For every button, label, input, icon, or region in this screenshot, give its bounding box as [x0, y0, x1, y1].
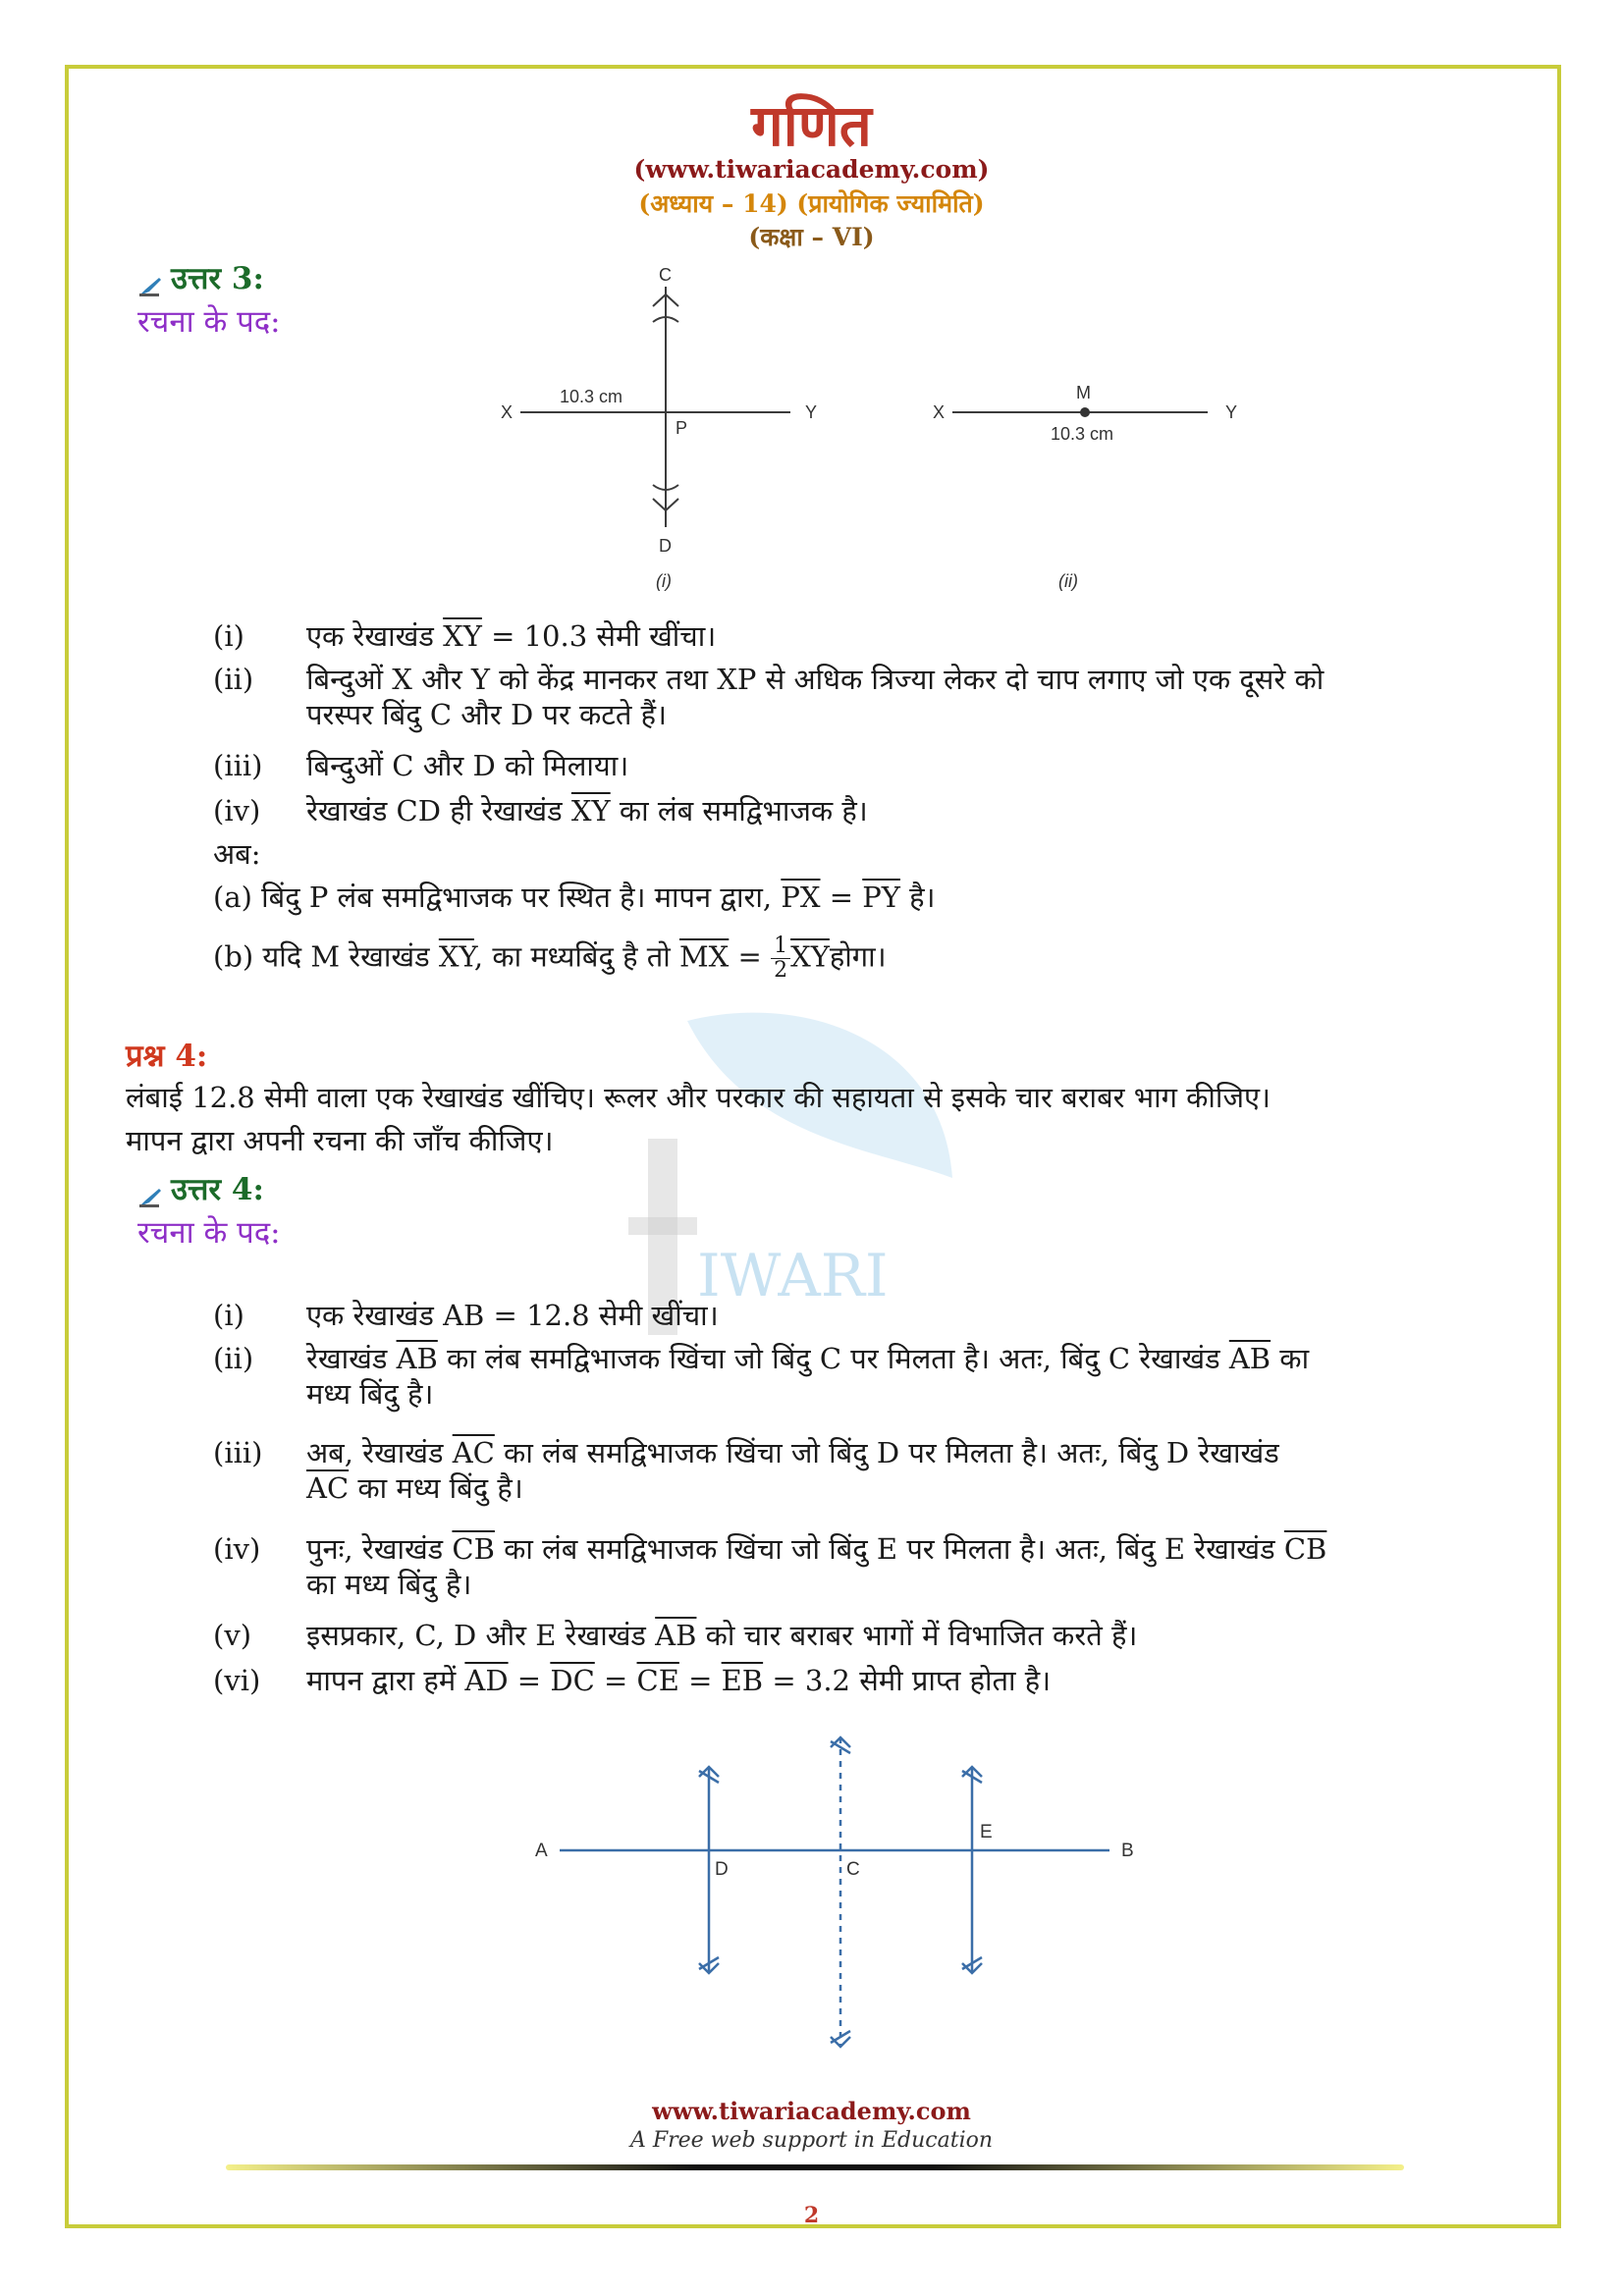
fig3ii-label-Y: Y [1225, 402, 1238, 422]
header-site: (www.tiwariacademy.com) [633, 155, 990, 184]
fig3ii-label-X: X [933, 402, 946, 422]
a3-part-b: (b) यदि M रेखाखंड $\overline{XY}$, का मध्यबिंदु है तो $\overline{MX}$ = $\frac{1}{2}$ $\overline{XY}होगा।$ [213, 934, 887, 983]
answer4-heading: उत्तर 4: [137, 1168, 264, 1209]
page-number: 2 [803, 2203, 820, 2228]
fig3-label-P: P [676, 418, 688, 438]
pen-icon [137, 1181, 163, 1202]
question4-line1: लंबाई 12.8 सेमी वाला एक रेखाखंड खींचिए। रूलर और परकार की सहायता से इसके चार बराबर भाग कीजिए। [126, 1081, 1271, 1114]
fig3i-caption: (i) [656, 571, 672, 591]
fig3-label-C: C [659, 265, 672, 285]
question4-line2: मापन द्वारा अपनी रचना की जाँच कीजिए। [126, 1124, 554, 1157]
question4-heading: प्रश्न 4: [126, 1039, 208, 1074]
fig4-label-A: A [535, 1841, 548, 1861]
fig4-label-B: B [1121, 1841, 1134, 1861]
fig3ii-caption: (ii) [1058, 571, 1078, 591]
fig3ii-label-length: 10.3 cm [1051, 424, 1114, 444]
header-class: (कक्षा – VI) [748, 223, 875, 251]
page-title: गणित [751, 92, 872, 159]
figure-answer4 [530, 1728, 1159, 2061]
footer-divider [226, 2164, 1404, 2170]
watermark-text: IWARI [697, 1242, 889, 1310]
fraction-half: $\frac{1}{2}$ [771, 934, 790, 983]
fig3ii-label-M: M [1076, 383, 1091, 402]
footer-tagline: A Free web support in Education [629, 2128, 994, 2153]
fig3-label-length: 10.3 cm [560, 387, 623, 406]
answer3-steps-label: रचना के पद: [137, 304, 281, 340]
answer3-heading: उत्तर 3: [137, 257, 264, 298]
fig4-label-E: E [980, 1822, 993, 1842]
fig3-label-Y: Y [805, 402, 818, 422]
fig3-label-D: D [659, 536, 672, 556]
fig3-label-X: X [501, 402, 514, 422]
fig4-label-C: C [846, 1859, 860, 1880]
a3-part-a: (a) बिंदु P लंब समद्विभाजक पर स्थित है। मापन द्वारा, $\overline{PX} = \overline{PY}$ है। [213, 881, 936, 914]
a3-ab-label: अब: [213, 837, 261, 871]
fig4-label-D: D [715, 1859, 729, 1880]
figure-answer3 [491, 257, 1257, 601]
pen-icon [137, 270, 163, 292]
header-chapter: (अध्याय – 14) (प्रायोगिक ज्यामिति) [638, 189, 985, 218]
answer4-steps-label: रचना के पद: [137, 1215, 281, 1251]
footer-site[interactable]: www.tiwariacademy.com [652, 2097, 971, 2125]
